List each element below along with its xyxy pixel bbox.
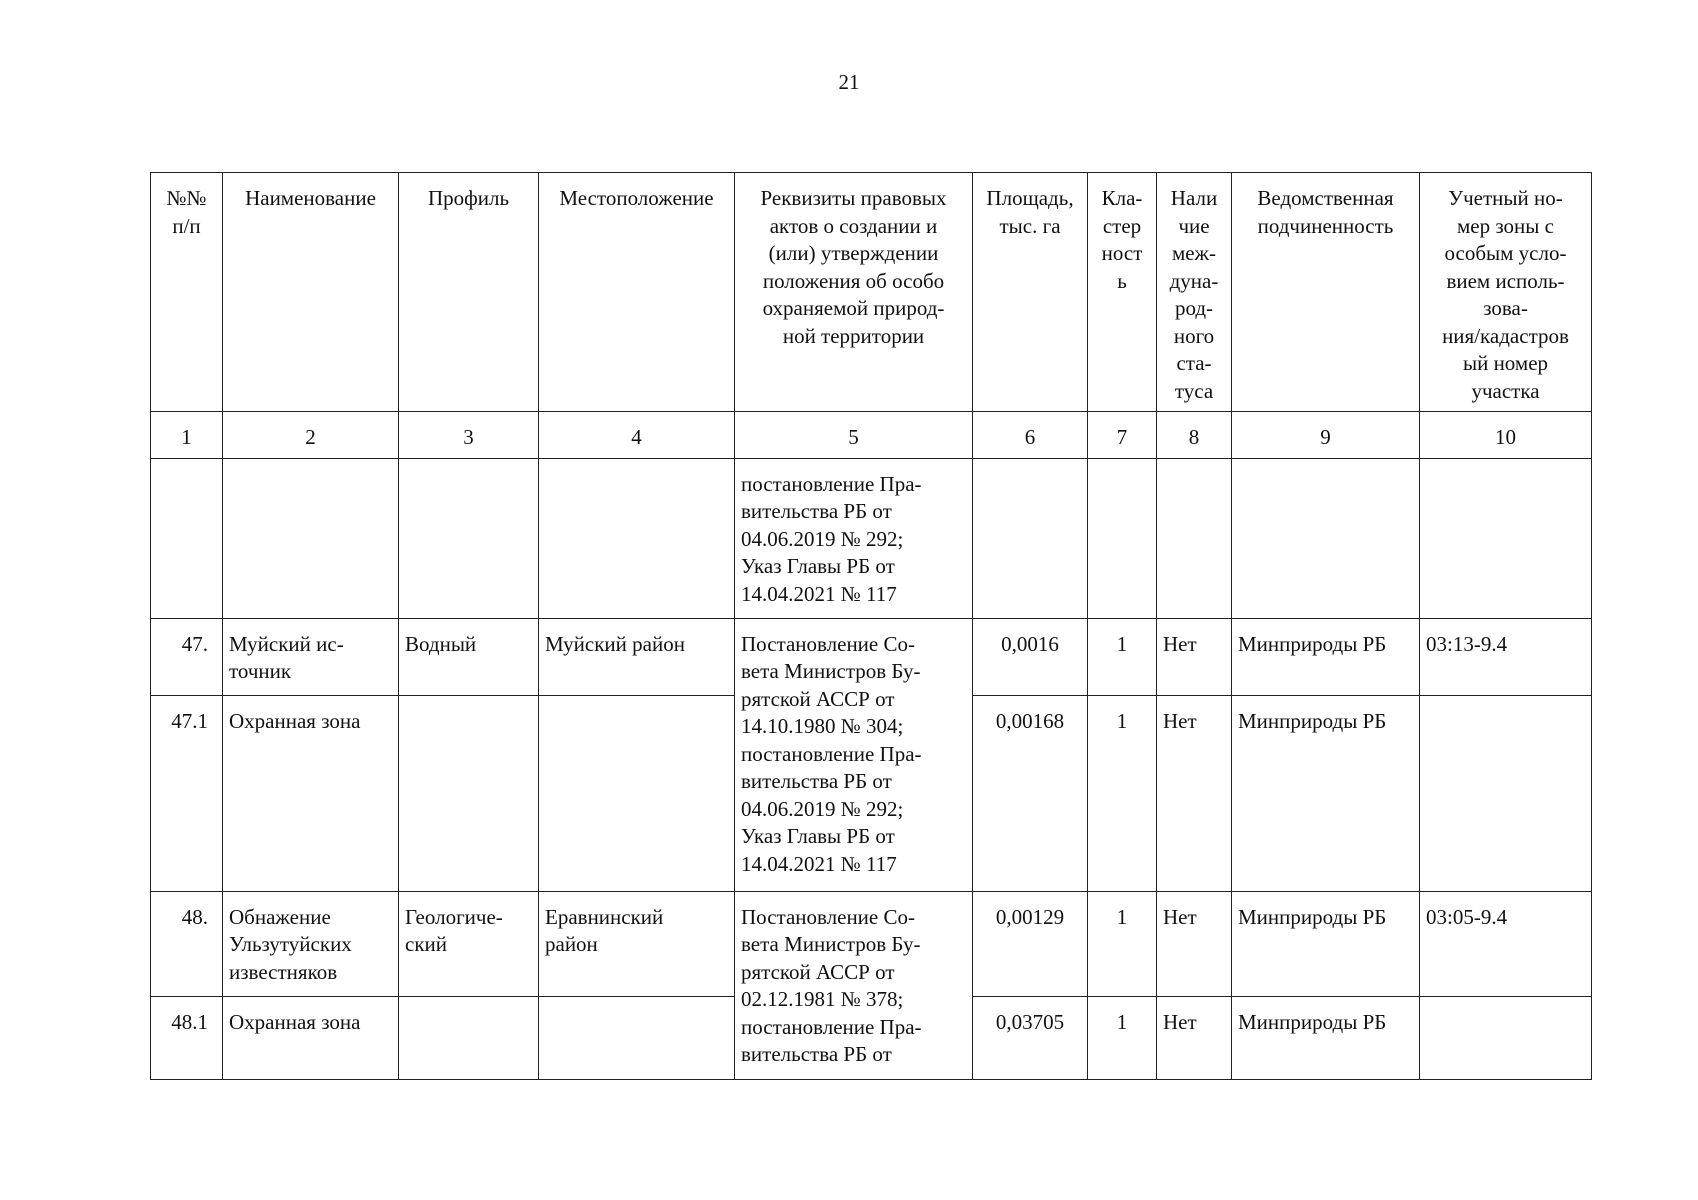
table-cell [1232, 458, 1420, 618]
column-number: 1 [151, 412, 223, 459]
header-cell-cluster: Кла- стер ност ь [1088, 173, 1157, 412]
table-cell [1088, 458, 1157, 618]
area-name: Муйский ис- точник [223, 618, 399, 695]
column-number: 6 [973, 412, 1088, 459]
header-cell-cadastral-number: Учетный но- мер зоны с особым усло- вием исполь- зова- ния/кадастров ый номер участка [1420, 173, 1592, 412]
legal-acts-cell: Постановление Со- вета Министров Бу- рятской АССР от 02.12.1981 № 378; постановление Пра- вительства РБ от [735, 891, 973, 1079]
department: Минприроды РБ [1232, 891, 1420, 996]
area-value: 0,03705 [973, 996, 1088, 1079]
table-row [151, 891, 1592, 996]
table-cell [973, 458, 1088, 618]
header-cell-legal-acts: Реквизиты правовых актов о создании и (или) утверждении положения об особо охраняемой природ- ной территории [735, 173, 973, 412]
area-value: 0,00129 [973, 891, 1088, 996]
header-cell-name: Наименование [223, 173, 399, 412]
column-number: 5 [735, 412, 973, 459]
cadastral-number: 03:13-9.4 [1420, 618, 1592, 695]
header-cell-num: №№ п/п [151, 173, 223, 412]
row-number: 48. [151, 891, 223, 996]
header-cell-department: Ведомственная подчиненность [1232, 173, 1420, 412]
location: Еравнинский район [539, 891, 735, 996]
column-number: 3 [399, 412, 539, 459]
department: Минприроды РБ [1232, 695, 1420, 891]
column-number-row [151, 412, 1592, 459]
location: Муйский район [539, 618, 735, 695]
area-value: 0,0016 [973, 618, 1088, 695]
header-row [151, 173, 1592, 412]
cluster-value: 1 [1088, 996, 1157, 1079]
table-row-continuation [151, 458, 1592, 618]
column-number: 9 [1232, 412, 1420, 459]
profile [399, 695, 539, 891]
cadastral-number [1420, 996, 1592, 1079]
cluster-value: 1 [1088, 695, 1157, 891]
row-number: 47. [151, 618, 223, 695]
profile [399, 996, 539, 1079]
department: Минприроды РБ [1232, 618, 1420, 695]
table-row [151, 618, 1592, 695]
cluster-value: 1 [1088, 618, 1157, 695]
table-cell [151, 458, 223, 618]
cadastral-number: 03:05-9.4 [1420, 891, 1592, 996]
row-number: 47.1 [151, 695, 223, 891]
column-number: 4 [539, 412, 735, 459]
area-name: Обнажение Ульзутуйских известняков [223, 891, 399, 996]
international-status: Нет [1157, 891, 1232, 996]
header-cell-area: Площадь, тыс. га [973, 173, 1088, 412]
header-cell-location: Местоположение [539, 173, 735, 412]
table-cell [223, 458, 399, 618]
protected-areas-table [150, 172, 1592, 1080]
legal-acts-cell: постановление Пра- вительства РБ от 04.06.2019 № 292; Указ Главы РБ от 14.04.2021 № 117 [735, 458, 973, 618]
area-value: 0,00168 [973, 695, 1088, 891]
header-cell-profile: Профиль [399, 173, 539, 412]
cluster-value: 1 [1088, 891, 1157, 996]
cadastral-number [1420, 695, 1592, 891]
column-number: 2 [223, 412, 399, 459]
profile: Водный [399, 618, 539, 695]
table-cell [539, 458, 735, 618]
area-name: Охранная зона [223, 695, 399, 891]
location [539, 996, 735, 1079]
row-number: 48.1 [151, 996, 223, 1079]
column-number: 10 [1420, 412, 1592, 459]
international-status: Нет [1157, 996, 1232, 1079]
legal-acts-cell: Постановление Со- вета Министров Бу- рятской АССР от 14.10.1980 № 304; постановление Пра- вительства РБ от 04.06.2019 № 292; Указ Главы РБ от 14.04.2021 № 117 [735, 618, 973, 891]
table-cell [399, 458, 539, 618]
header-cell-international-status: Нали чие меж- дуна- род- ного ста- туса [1157, 173, 1232, 412]
column-number: 7 [1088, 412, 1157, 459]
location [539, 695, 735, 891]
column-number: 8 [1157, 412, 1232, 459]
international-status: Нет [1157, 618, 1232, 695]
table-cell [1157, 458, 1232, 618]
profile: Геологиче- ский [399, 891, 539, 996]
page-number: 21 [838, 70, 860, 94]
table-cell [1420, 458, 1592, 618]
international-status: Нет [1157, 695, 1232, 891]
area-name: Охранная зона [223, 996, 399, 1079]
department: Минприроды РБ [1232, 996, 1420, 1079]
